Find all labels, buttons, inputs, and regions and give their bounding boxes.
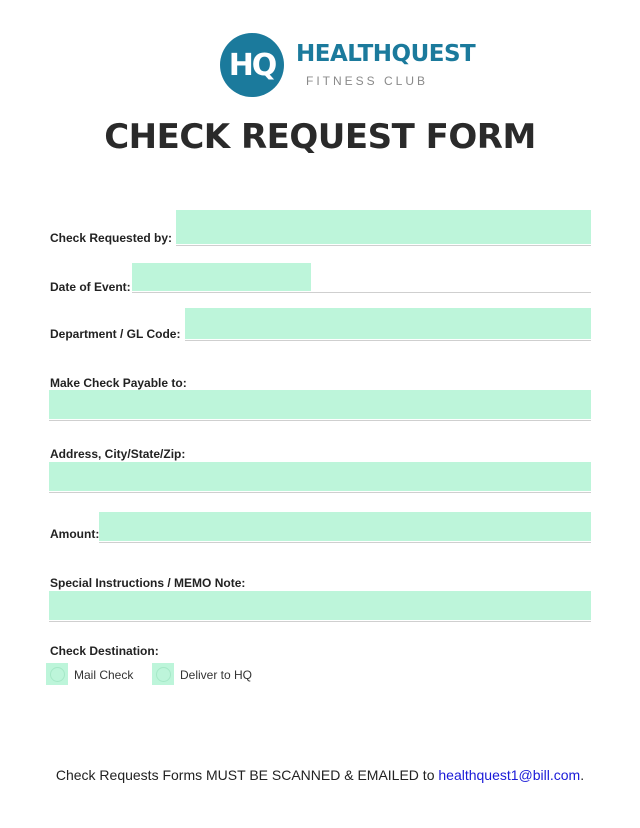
logo-subtitle: FITNESS CLUB <box>306 74 429 88</box>
requested-by-underline <box>176 245 591 246</box>
date-of-event-underline <box>132 292 591 293</box>
payable-to-label: Make Check Payable to: <box>50 376 187 390</box>
logo <box>220 33 476 99</box>
department-underline <box>185 340 591 341</box>
deliver-to-hq-label: Deliver to HQ <box>180 668 253 682</box>
requested-by-input[interactable] <box>176 210 591 244</box>
address-input[interactable] <box>49 462 591 491</box>
amount-underline <box>99 542 591 543</box>
footer-period: . <box>580 767 585 783</box>
destination-label: Check Destination: <box>50 644 159 658</box>
date-of-event-input[interactable] <box>132 263 311 291</box>
payable-to-underline <box>49 420 591 421</box>
payable-to-input[interactable] <box>49 390 591 419</box>
amount-input[interactable] <box>99 512 591 541</box>
logo-name: HEALTHQUEST <box>296 41 476 67</box>
date-of-event-label: Date of Event: <box>50 280 131 294</box>
deliver-to-hq-radio[interactable] <box>152 663 174 685</box>
footer-text: Check Requests Forms MUST BE SCANNED & EMAILED to <box>55 767 439 783</box>
department-input[interactable] <box>185 308 591 339</box>
department-label: Department / GL Code: <box>50 327 181 341</box>
memo-underline <box>49 621 591 622</box>
footer-note <box>0 767 640 783</box>
footer-email-link[interactable]: healthquest1@bill.com <box>438 767 581 783</box>
address-label: Address, City/State/Zip: <box>50 447 186 461</box>
memo-label: Special Instructions / MEMO Note: <box>50 576 246 590</box>
address-underline <box>49 492 591 493</box>
logo-mark: HQ <box>220 33 284 97</box>
memo-input[interactable] <box>49 591 591 620</box>
amount-label: Amount: <box>50 527 100 541</box>
mail-check-label: Mail Check <box>74 668 134 682</box>
radio-circle-icon <box>156 667 171 682</box>
mail-check-radio[interactable] <box>46 663 68 685</box>
page-title: CHECK REQUEST FORM <box>104 117 536 157</box>
requested-by-label: Check Requested by: <box>50 231 173 245</box>
radio-circle-icon <box>50 667 65 682</box>
